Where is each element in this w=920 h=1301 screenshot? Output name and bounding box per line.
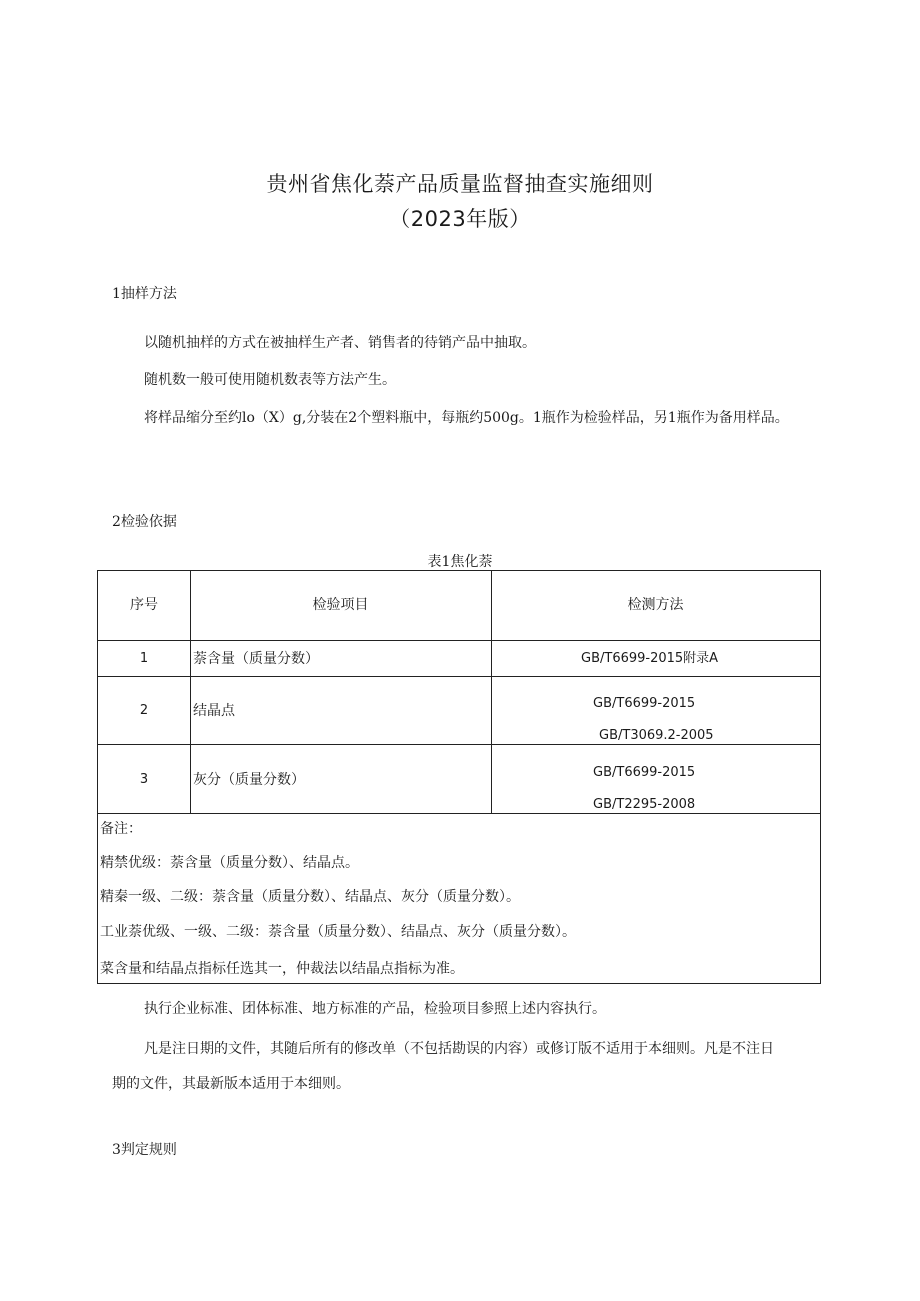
inspection-table [97,570,821,984]
row-method: GB/T2295-2008 [593,797,696,812]
section-2-heading: 2检验依据 [112,514,177,530]
document-subtitle: （2023年版） [389,207,531,231]
table-note: 工业萘优级、一级、二级：萘含量（质量分数）、结晶点、灰分（质量分数）。 [100,924,576,940]
document-title: 贵州省焦化萘产品质量监督抽查实施细则 [266,172,654,196]
row-number: 1 [139,651,149,666]
table-caption: 表1焦化萘 [427,554,493,570]
row-method: GB/T3069.2-2005 [599,728,714,743]
paragraph [112,402,818,435]
row-item: 灰分（质量分数） [193,772,305,788]
paragraph [112,1032,784,1102]
row-item: 萘含量（质量分数） [193,651,319,667]
paragraph-text: 随机数一般可使用随机数表等方法产生。 [144,372,396,388]
table-note: 精秦一级、二级：萘含量（质量分数）、结晶点、灰分（质量分数）。 [100,889,520,905]
row-method: GB/T6699-2015附录A [581,651,719,666]
paragraph-text: 以随机抽样的方式在被抽样生产者、销售者的待销产品中抽取。 [144,335,536,351]
row-item: 结晶点 [193,703,235,719]
table-rule [98,676,820,677]
paragraph [112,995,818,1023]
row-number: 2 [139,703,149,718]
section-3-heading: 3判定规则 [112,1142,177,1158]
paragraph [112,329,818,357]
column-header-method: 检测方法 [627,597,684,613]
column-header-item: 检验项目 [312,597,369,613]
table-rule [98,813,820,814]
table-note: 菜含量和结晶点指标任选其一，仲裁法以结晶点指标为准。 [100,961,464,977]
row-method: GB/T6699-2015 [593,765,696,780]
paragraph-text: 凡是注日期的文件，其随后所有的修改单（不包括勘误的内容）或修订版不适用于本细则。凡是不注日期的文件，其最新版本适用于本细则。 [112,1041,774,1092]
paragraph-text: 将样品缩分至约lo（X）g,分装在2个塑料瓶中，每瓶约500g。1瓶作为检验样品，另1瓶作为备用样品。 [144,410,789,426]
row-method: GB/T6699-2015 [593,696,696,711]
section-1-heading: 1抽样方法 [112,286,177,302]
paragraph-text: 执行企业标准、团体标准、地方标准的产品，检验项目参照上述内容执行。 [144,1001,606,1017]
table-note: 备注： [100,821,142,837]
paragraph [112,366,818,394]
column-header-no: 序号 [130,597,158,613]
table-note: 精禁优级：萘含量（质量分数）、结晶点。 [100,855,359,871]
table-rule [98,640,820,641]
row-number: 3 [139,772,149,787]
